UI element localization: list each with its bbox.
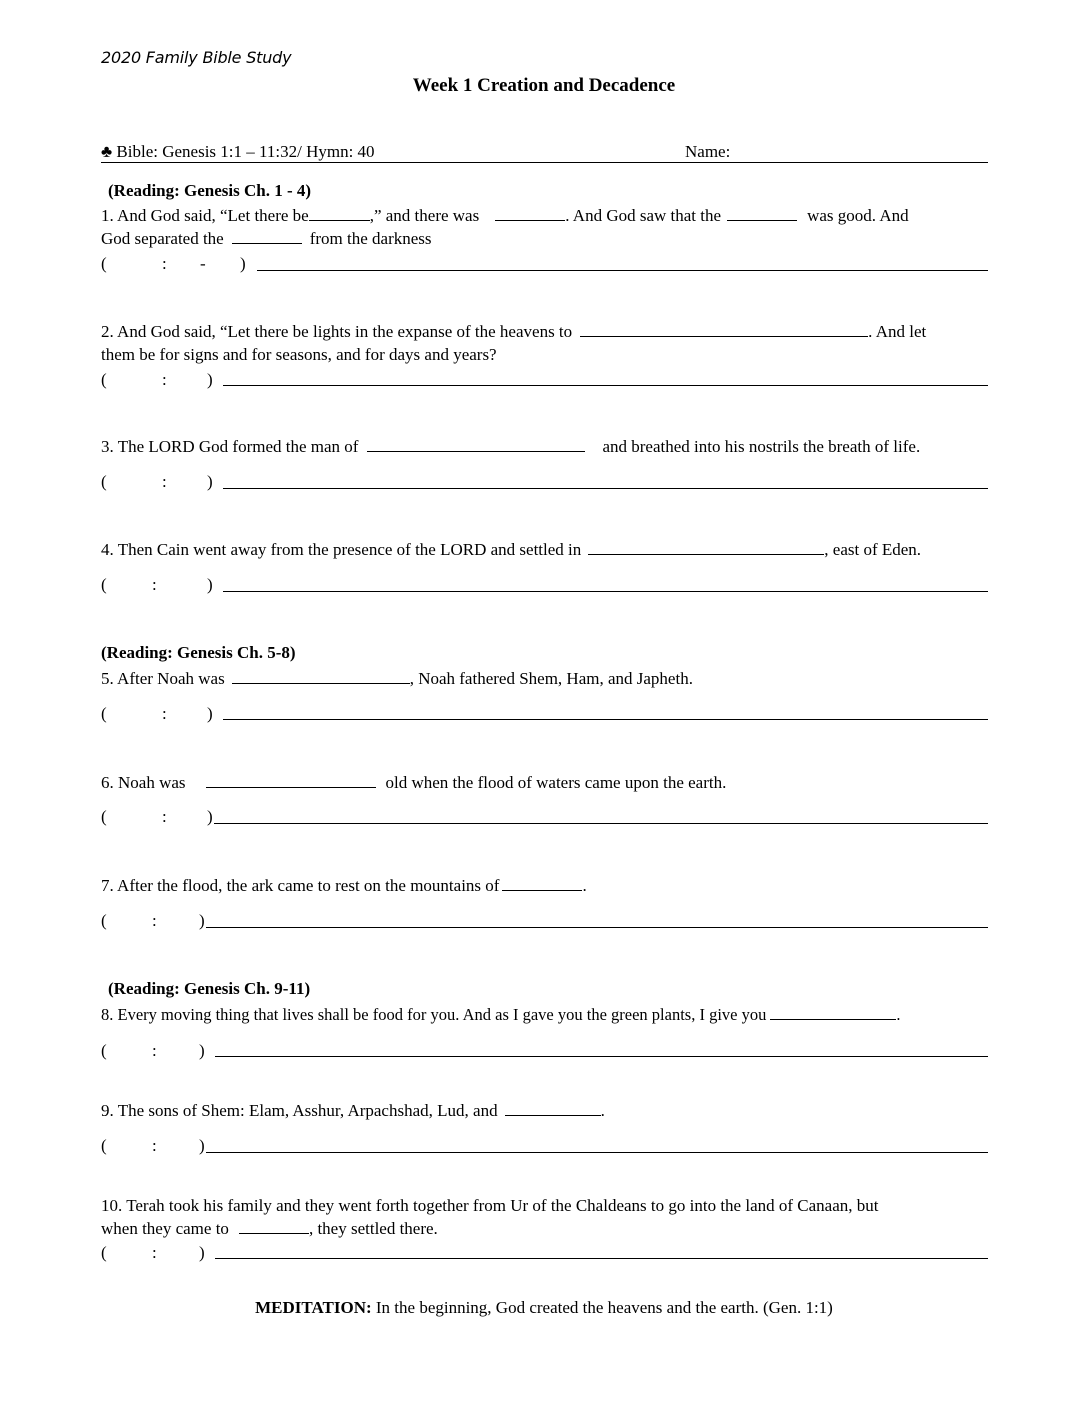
blank-6a[interactable] bbox=[206, 773, 376, 788]
name-label: Name: bbox=[685, 142, 731, 161]
question-1-line-1: 1. And God said, “Let there be ,” and there was . And God saw that the was good. And bbox=[101, 206, 909, 225]
meditation bbox=[0, 1298, 1088, 1318]
question-3-line-1: 3. The LORD God formed the man of and breathed into his nostrils the breath of life. bbox=[101, 437, 921, 456]
study-label: 2020 Family Bible Study bbox=[101, 48, 292, 67]
answer-line-7[interactable] bbox=[206, 927, 988, 928]
answer-line-3[interactable] bbox=[223, 488, 988, 489]
blank-1d[interactable] bbox=[232, 229, 302, 244]
blank-4a[interactable] bbox=[588, 540, 824, 555]
page-title: Week 1 Creation and Decadence bbox=[412, 75, 676, 96]
question-1-line-2: God separated the from the darkness bbox=[101, 229, 432, 248]
blank-1a[interactable] bbox=[309, 206, 370, 221]
verse-reference-4: ( : ) bbox=[101, 575, 213, 594]
meditation-label: MEDITATION: bbox=[255, 1298, 372, 1317]
blank-2a[interactable] bbox=[580, 322, 868, 337]
section-heading-3: (Reading: Genesis Ch. 9-11) bbox=[108, 979, 311, 998]
answer-line-5[interactable] bbox=[223, 719, 988, 720]
section-heading-1: (Reading: Genesis Ch. 1 - 4) bbox=[108, 181, 312, 200]
answer-line-8[interactable] bbox=[215, 1056, 988, 1057]
meditation-verse: In the beginning, God created the heavens and the earth. (Gen. 1:1) bbox=[371, 1298, 833, 1317]
question-10-line-2: when they came to , they settled there. bbox=[101, 1219, 438, 1238]
question-2-line-2: them be for signs and for seasons, and for days and years? bbox=[101, 345, 497, 364]
blank-1c[interactable] bbox=[727, 206, 797, 221]
question-9-line-1: 9. The sons of Shem: Elam, Asshur, Arpachshad, Lud, and . bbox=[101, 1101, 605, 1120]
section-heading-2: (Reading: Genesis Ch. 5-8) bbox=[101, 643, 296, 662]
blank-5a[interactable] bbox=[232, 669, 410, 684]
blank-8a[interactable] bbox=[770, 1005, 896, 1020]
bible-reference: ♣ Bible: Genesis 1:1 – 11:32/ Hymn: 40 bbox=[101, 142, 375, 161]
verse-reference-7: ( : ) bbox=[101, 911, 205, 930]
verse-reference-8: ( : ) bbox=[101, 1041, 205, 1060]
question-5-line-1: 5. After Noah was , Noah fathered Shem, Ham, and Japheth. bbox=[101, 669, 693, 688]
question-6-line-1: 6. Noah was old when the flood of waters came upon the earth. bbox=[101, 773, 727, 792]
blank-9a[interactable] bbox=[505, 1101, 601, 1116]
question-4-line-1: 4. Then Cain went away from the presence of the LORD and settled in , east of Eden. bbox=[101, 540, 922, 559]
question-2-line-1: 2. And God said, “Let there be lights in the expanse of the heavens to . And let bbox=[101, 322, 927, 341]
verse-reference-3: ( : ) bbox=[101, 472, 213, 491]
blank-1b[interactable] bbox=[495, 206, 565, 221]
verse-reference-1: ( : - ) bbox=[101, 254, 246, 273]
answer-line-10[interactable] bbox=[215, 1258, 988, 1259]
verse-reference-6: ( : ) bbox=[101, 807, 213, 826]
question-10-line-1: 10. Terah took his family and they went forth together from Ur of the Chaldeans to go into the land of Canaan, but bbox=[101, 1196, 879, 1215]
verse-reference-5: ( : ) bbox=[101, 704, 213, 723]
verse-reference-2: ( : ) bbox=[101, 370, 213, 389]
answer-line-9[interactable] bbox=[206, 1152, 988, 1153]
question-8-line-1: 8. Every moving thing that lives shall be food for you. And as I gave you the green plants, I give you . bbox=[101, 1005, 901, 1024]
answer-line-6[interactable] bbox=[214, 823, 988, 824]
blank-3a[interactable] bbox=[367, 437, 585, 452]
answer-line-2[interactable] bbox=[223, 385, 988, 386]
answer-line-4[interactable] bbox=[223, 591, 988, 592]
verse-reference-10: ( : ) bbox=[101, 1243, 205, 1262]
verse-reference-9: ( : ) bbox=[101, 1136, 205, 1155]
blank-10a[interactable] bbox=[239, 1219, 309, 1234]
blank-7a[interactable] bbox=[502, 876, 582, 891]
answer-line-1[interactable] bbox=[257, 270, 988, 271]
question-7-line-1: 7. After the flood, the ark came to rest on the mountains of . bbox=[101, 876, 587, 895]
name-field[interactable] bbox=[750, 142, 988, 164]
